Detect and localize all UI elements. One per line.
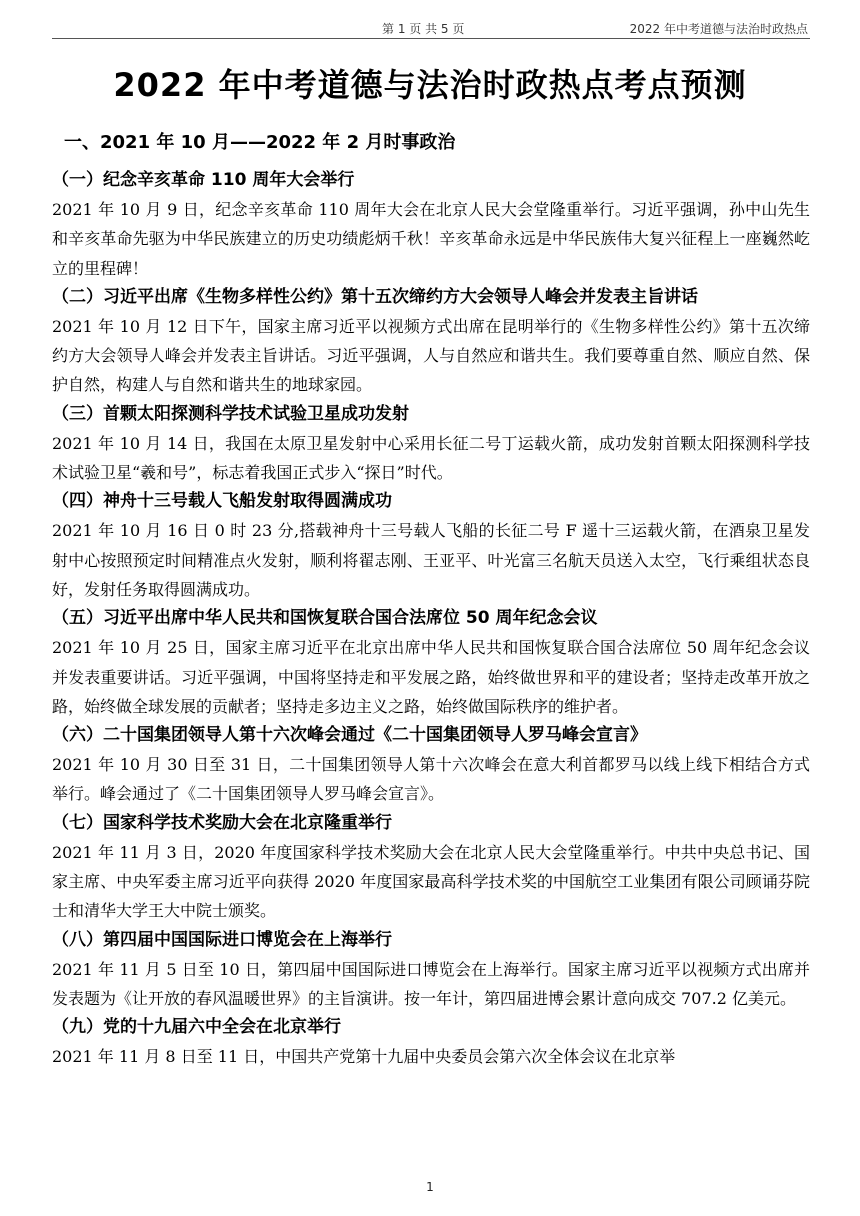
page-number: 1: [426, 1180, 434, 1194]
item-body: 2021 年 11 月 8 日至 11 日，中国共产党第十九届中央委员会第六次全体会议在北京举: [52, 1047, 676, 1067]
item-heading: （八）第四届中国国际进口博览会在上海举行: [52, 929, 392, 950]
section-title: 一、2021 年 10 月——2022 年 2 月时事政治: [64, 132, 456, 153]
item-heading: （三）首颗太阳探测科学技术试验卫星成功发射: [52, 403, 409, 424]
item-heading: （五）习近平出席中华人民共和国恢复联合国合法席位 50 周年纪念会议: [52, 608, 598, 629]
item-heading: （七）国家科学技术奖励大会在北京隆重举行: [52, 812, 392, 833]
item-heading: （九）党的十九届六中全会在北京举行: [52, 1017, 341, 1038]
item-body: 2021 年 11 月 5 日至 10 日，第四届中国国际进口博览会在上海举行。国家主席习近平以视频方式出席并发表题为《让开放的春风温暖世界》的主旨演讲。按一年计，第四届进博会累计意向成交 707.2 亿美元。: [52, 959, 810, 1008]
item-body: 2021 年 10 月 14 日，我国在太原卫星发射中心采用长征二号丁运载火箭，成功发射首颗太阳探测科学技术试验卫星“羲和号”，标志着我国正式步入“探日”时代。: [52, 433, 810, 483]
item-body: 2021 年 10 月 12 日下午，国家主席习近平以视频方式出席在昆明举行的《生物多样性公约》第十五次缔约方大会领导人峰会并发表主旨讲话。习近平强调，人与自然应和谐共生。我们要尊重自然、顺应自然、保护自然，构建人与自然和谐共生的地球家园。: [52, 316, 810, 395]
item-body: 2021 年 10 月 25 日，国家主席习近平在北京出席中华人民共和国恢复联合国合法席位 50 周年纪念会议并发表重要讲话。习近平强调，中国将坚持走和平发展之路，始终做世界和平的建设者；坚持走改革开放之路，始终做全球发展的贡献者；坚持走多边主义之路，始终做国际秩序的维护者。: [52, 638, 810, 716]
running-header: [52, 10, 810, 39]
item-heading: （一）纪念辛亥革命 110 周年大会举行: [52, 170, 355, 190]
item-heading: （四）神舟十三号载人飞船发射取得圆满成功: [52, 491, 392, 512]
item-heading: （六）二十国集团领导人第十六次峰会通过《二十国集团领导人罗马峰会宣言》: [52, 725, 647, 746]
item-body: 2021 年 10 月 16 日 0 时 23 分,搭载神舟十三号载人飞船的长征二号 F 遥十三运载火箭，在酒泉卫星发射中心按照预定时间精准点火发射，顺利将翟志刚、王亚平、叶光富三名航天员送入太空，飞行乘组状态良好，发射任务取得圆满成功。: [52, 521, 810, 599]
item-body: 2021 年 11 月 3 日，2020 年度国家科学技术奖励大会在北京人民大会堂隆重举行。中共中央总书记、国家主席、中央军委主席习近平向获得 2020 年度国家最高科学技术奖的中国航空工业集团有限公司顾诵芬院士和清华大学王大中院士颁奖。: [52, 842, 810, 921]
document-title: 2022 年中考道德与法治时政热点考点预测: [113, 66, 747, 104]
header-title: 2022 年中考道德与法治时政热点: [629, 22, 808, 36]
item-body: 2021 年 10 月 30 日至 31 日，二十国集团领导人第十六次峰会在意大利首都罗马以线上线下相结合方式举行。峰会通过了《二十国集团领导人罗马峰会宣言》。: [52, 755, 810, 804]
item-heading: （二）习近平出席《生物多样性公约》第十五次缔约方大会领导人峰会并发表主旨讲话: [52, 286, 698, 307]
page-count-label: 第 1 页 共 5 页: [382, 22, 465, 36]
item-body: 2021 年 10 月 9 日，纪念辛亥革命 110 周年大会在北京人民大会堂隆重举行。习近平强调，孙中山先生和辛亥革命先驱为中华民族建立的历史功绩彪炳千秋！辛亥革命永远是中华民族伟大复兴征程上一座巍然屹立的里程碑！: [52, 200, 810, 278]
document-body: [52, 166, 810, 1072]
